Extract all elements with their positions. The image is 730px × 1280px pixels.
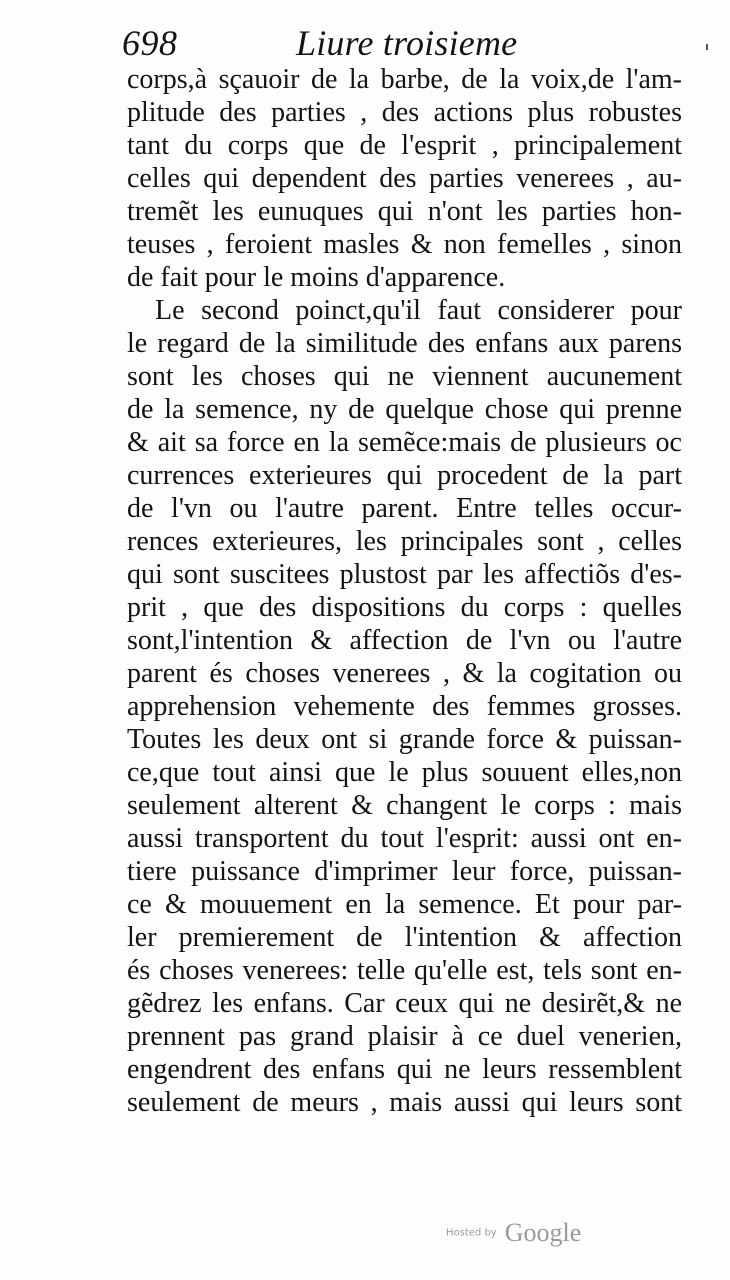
text-line: gẽdrez les enfans. Car ceux qui ne desirẽt,& ne — [127, 988, 682, 1019]
text-line: celles qui dependent des parties venerees , au- — [127, 163, 682, 194]
text-line: apprehension vehemente des femmes grosses. — [127, 691, 682, 722]
text-line: Toutes les deux ont si grande force & puissan- — [127, 724, 682, 755]
text-line: engendrent des enfans qui ne leurs ressemblent — [127, 1054, 682, 1085]
body-text — [127, 63, 682, 1119]
text-line: ler premierement de l'intention & affection — [127, 922, 682, 953]
paragraph-start-line: Le second poinct,qu'il faut considerer pour — [155, 295, 682, 326]
text-line: seulement de meurs , mais aussi qui leurs sont — [127, 1087, 682, 1118]
text-line: de la semence, ny de quelque chose qui prenne — [127, 394, 682, 425]
text-line: de l'vn ou l'autre parent. Entre telles occur- — [127, 493, 682, 524]
text-line: sont,l'intention & affection de l'vn ou l'autre — [127, 625, 682, 656]
digitization-watermark — [446, 1218, 581, 1248]
margin-speck — [706, 44, 708, 50]
text-line: seulement alterent & changent le corps : mais — [127, 790, 682, 821]
text-line: corps,à sçauoir de la barbe, de la voix,de l'am- — [127, 64, 682, 95]
google-logo: Google — [504, 1218, 582, 1248]
text-line: aussi transportent du tout l'esprit: aussi ont en- — [127, 823, 682, 854]
text-line: sont les choses qui ne viennent aucunement — [127, 361, 682, 392]
text-line: ce,que tout ainsi que le plus souuent elles,non — [127, 757, 682, 788]
text-line: de fait pour le moins d'apparence. — [127, 262, 506, 293]
text-line: parent és choses venerees , & la cogitation ou — [127, 658, 682, 689]
text-line: plitude des parties , des actions plus robustes — [127, 97, 682, 128]
text-line: rences exterieures, les principales sont , celles — [127, 526, 682, 557]
text-line: prennent pas grand plaisir à ce duel venerien, — [127, 1021, 682, 1052]
text-line: ce & mouuement en la semence. Et pour par- — [127, 889, 682, 920]
text-line: és choses venerees: telle qu'elle est, tels sont en- — [127, 955, 682, 986]
running-head: Liure troisieme — [296, 23, 518, 63]
text-line: tiere puissance d'imprimer leur force, puissan- — [127, 856, 682, 887]
text-line: le regard de la similitude des enfans aux parens — [127, 328, 682, 359]
text-line: tant du corps que de l'esprit , principalement — [127, 130, 682, 161]
text-line: qui sont suscitees plustost par les affectiõs d'es- — [127, 559, 682, 590]
hosted-by-text: Hosted by — [446, 1227, 497, 1239]
page-number: 698 — [122, 23, 178, 63]
text-line: prit , que des dispositions du corps : quelles — [127, 592, 682, 623]
text-line: tremẽt les eunuques qui n'ont les parties hon- — [127, 196, 682, 227]
text-line: teuses , feroient masles & non femelles , sinon — [127, 229, 682, 260]
text-line: & ait sa force en la semẽce:mais de plusieurs oc — [127, 427, 682, 458]
text-line: currences exterieures qui procedent de la part — [127, 460, 682, 491]
page-header — [122, 22, 682, 66]
